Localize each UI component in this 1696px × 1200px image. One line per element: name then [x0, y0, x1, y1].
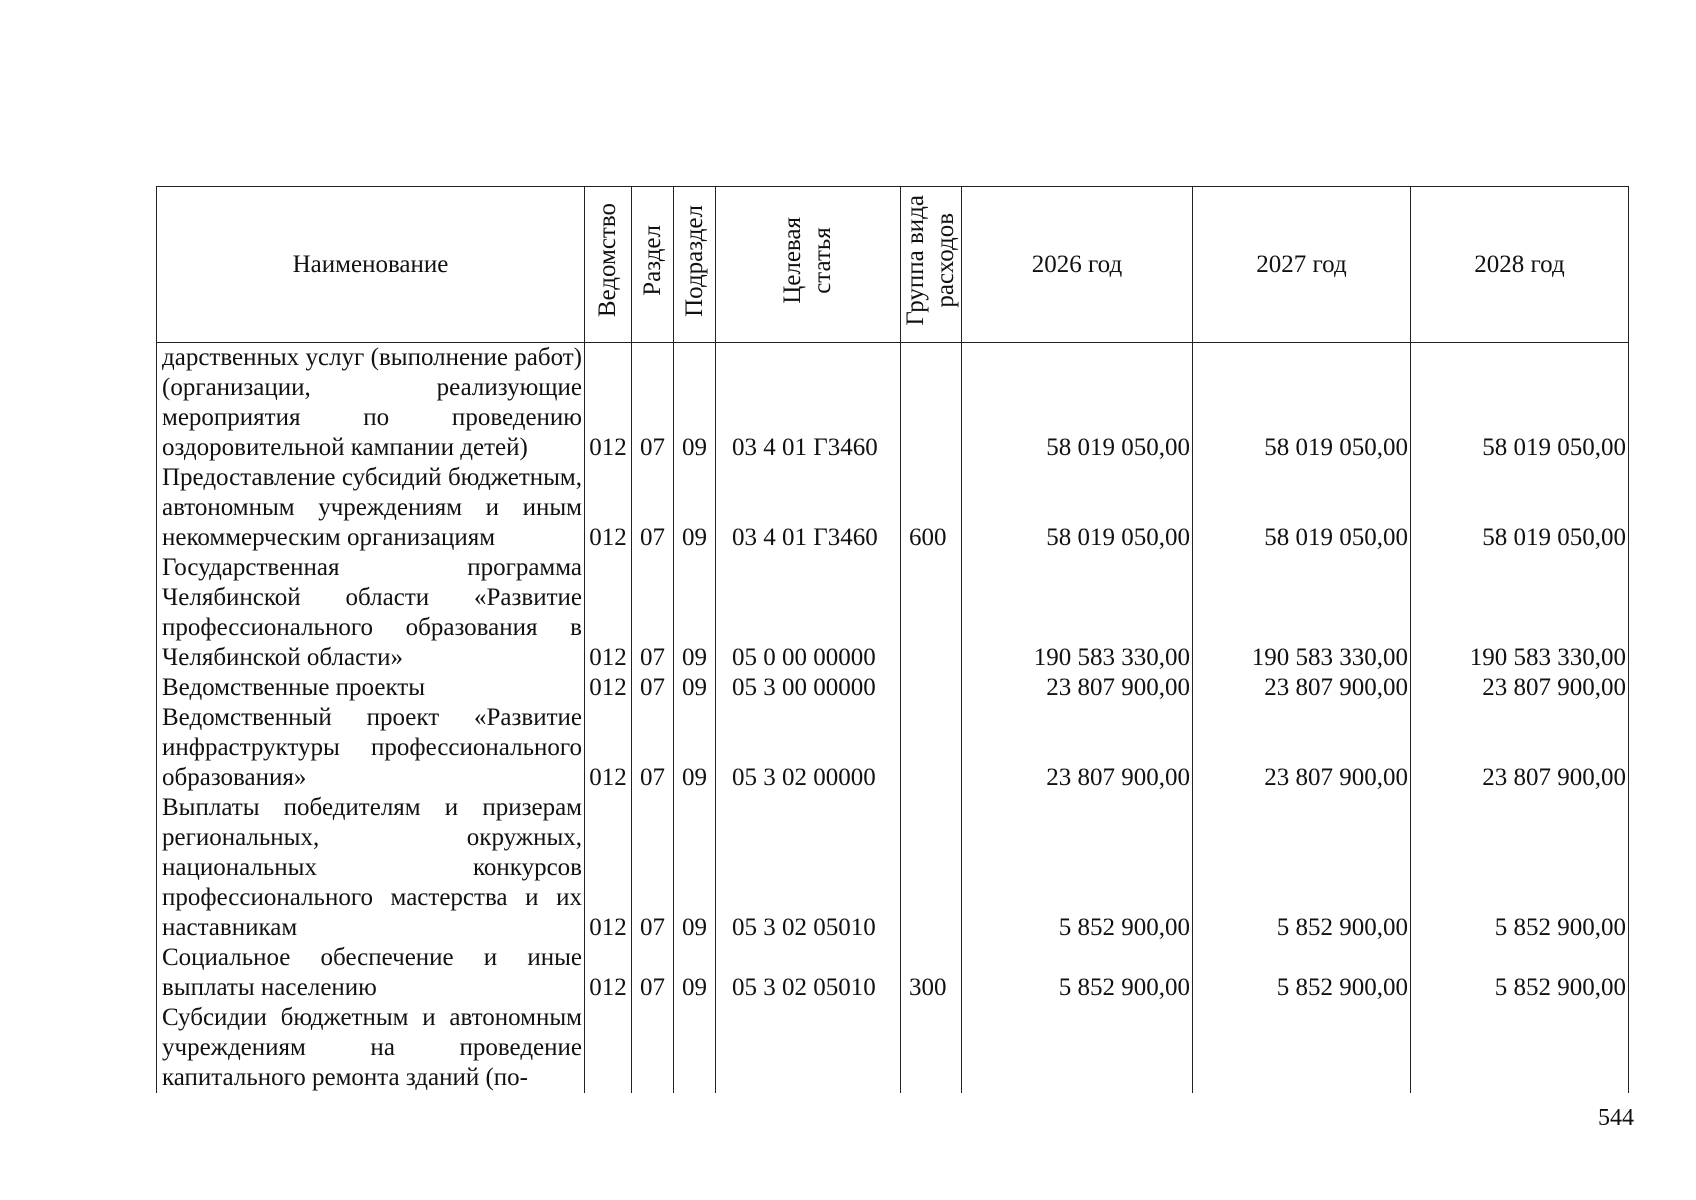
header-name: Наименование: [157, 187, 585, 343]
cell-2026: 23 807 900,00: [962, 673, 1193, 703]
cell-vedomstvo: 012: [585, 793, 632, 943]
cell-name: Предоставление субсидий бюджетным, автономным учреждениям и иным некоммерческим организациям: [157, 463, 585, 553]
cell-vedomstvo: 012: [585, 463, 632, 553]
cell-target: 03 4 01 Г3460: [716, 343, 901, 464]
cell-razdel: [632, 1003, 674, 1093]
cell-2028: [1411, 1003, 1629, 1093]
cell-podrazdel: 09: [674, 553, 716, 673]
table-row: [157, 703, 1629, 793]
cell-podrazdel: 09: [674, 343, 716, 464]
budget-table: [156, 186, 1629, 1093]
cell-group: [901, 343, 962, 464]
table-row: [157, 463, 1629, 553]
header-razdel: Раздел: [632, 187, 674, 343]
table-row: [157, 553, 1629, 673]
cell-2026: 5 852 900,00: [962, 943, 1193, 1003]
cell-group: [901, 553, 962, 673]
cell-2027: 190 583 330,00: [1193, 553, 1411, 673]
cell-podrazdel: 09: [674, 793, 716, 943]
cell-vedomstvo: [585, 1003, 632, 1093]
cell-group: [901, 793, 962, 943]
cell-group: 600: [901, 463, 962, 553]
cell-2026: 58 019 050,00: [962, 343, 1193, 464]
cell-name: Субсидии бюджетным и автономным учреждениям на проведение капитального ремонта зданий (по-: [157, 1003, 585, 1093]
header-podrazdel: Подраздел: [674, 187, 716, 343]
cell-group: 300: [901, 943, 962, 1003]
cell-2027: [1193, 1003, 1411, 1093]
cell-2026: 23 807 900,00: [962, 703, 1193, 793]
cell-group: [901, 703, 962, 793]
cell-name: Ведомственный проект «Развитие инфраструктуры профессионального образования»: [157, 703, 585, 793]
cell-razdel: 07: [632, 793, 674, 943]
cell-group: [901, 673, 962, 703]
cell-group: [901, 1003, 962, 1093]
cell-vedomstvo: 012: [585, 703, 632, 793]
cell-2027: 58 019 050,00: [1193, 463, 1411, 553]
cell-podrazdel: 09: [674, 463, 716, 553]
cell-target: 05 3 02 05010: [716, 943, 901, 1003]
header-target: Целевая статья: [716, 187, 901, 343]
cell-2028: 58 019 050,00: [1411, 463, 1629, 553]
cell-podrazdel: 09: [674, 673, 716, 703]
cell-target: 03 4 01 Г3460: [716, 463, 901, 553]
cell-razdel: 07: [632, 553, 674, 673]
cell-razdel: 07: [632, 463, 674, 553]
cell-razdel: 07: [632, 703, 674, 793]
cell-2027: 23 807 900,00: [1193, 673, 1411, 703]
cell-2026: [962, 1003, 1193, 1093]
table-row: [157, 343, 1629, 464]
cell-name: Выплаты победителям и призерам региональных, окружных, национальных конкурсов профессионального мастерства и их наставникам: [157, 793, 585, 943]
cell-razdel: 07: [632, 673, 674, 703]
cell-2027: 5 852 900,00: [1193, 943, 1411, 1003]
cell-razdel: 07: [632, 343, 674, 464]
cell-name: Ведомственные проекты: [157, 673, 585, 703]
table-header-row: [157, 187, 1629, 343]
cell-vedomstvo: 012: [585, 673, 632, 703]
cell-name: Государственная программа Челябинской области «Развитие профессионального образования в Челябинской области»: [157, 553, 585, 673]
cell-target: 05 3 02 05010: [716, 793, 901, 943]
cell-2026: 58 019 050,00: [962, 463, 1193, 553]
table-body: [157, 343, 1629, 1094]
cell-2028: 23 807 900,00: [1411, 673, 1629, 703]
cell-name: дарственных услуг (выполнение работ) (организации, реализующие мероприятия по проведению оздоровительной кампании детей): [157, 343, 585, 464]
table-row: [157, 673, 1629, 703]
cell-2028: 5 852 900,00: [1411, 943, 1629, 1003]
cell-podrazdel: [674, 1003, 716, 1093]
cell-podrazdel: 09: [674, 943, 716, 1003]
cell-2028: 23 807 900,00: [1411, 703, 1629, 793]
cell-razdel: 07: [632, 943, 674, 1003]
cell-2026: 5 852 900,00: [962, 793, 1193, 943]
table-row: [157, 1003, 1629, 1093]
header-2026: 2026 год: [962, 187, 1193, 343]
header-group: Группа вида расходов: [901, 187, 962, 343]
cell-vedomstvo: 012: [585, 553, 632, 673]
cell-2027: 23 807 900,00: [1193, 703, 1411, 793]
header-2027: 2027 год: [1193, 187, 1411, 343]
header-2028: 2028 год: [1411, 187, 1629, 343]
cell-podrazdel: 09: [674, 703, 716, 793]
cell-vedomstvo: 012: [585, 943, 632, 1003]
cell-target: 05 3 02 00000: [716, 703, 901, 793]
header-vedomstvo: Ведомство: [585, 187, 632, 343]
page-number: 544: [1598, 1105, 1634, 1131]
cell-2027: 58 019 050,00: [1193, 343, 1411, 464]
cell-target: 05 0 00 00000: [716, 553, 901, 673]
cell-target: [716, 1003, 901, 1093]
table-row: [157, 943, 1629, 1003]
cell-target: 05 3 00 00000: [716, 673, 901, 703]
cell-name: Социальное обеспечение и иные выплаты населению: [157, 943, 585, 1003]
cell-2028: 190 583 330,00: [1411, 553, 1629, 673]
cell-2026: 190 583 330,00: [962, 553, 1193, 673]
cell-2028: 58 019 050,00: [1411, 343, 1629, 464]
cell-2027: 5 852 900,00: [1193, 793, 1411, 943]
cell-2028: 5 852 900,00: [1411, 793, 1629, 943]
table-row: [157, 793, 1629, 943]
cell-vedomstvo: 012: [585, 343, 632, 464]
